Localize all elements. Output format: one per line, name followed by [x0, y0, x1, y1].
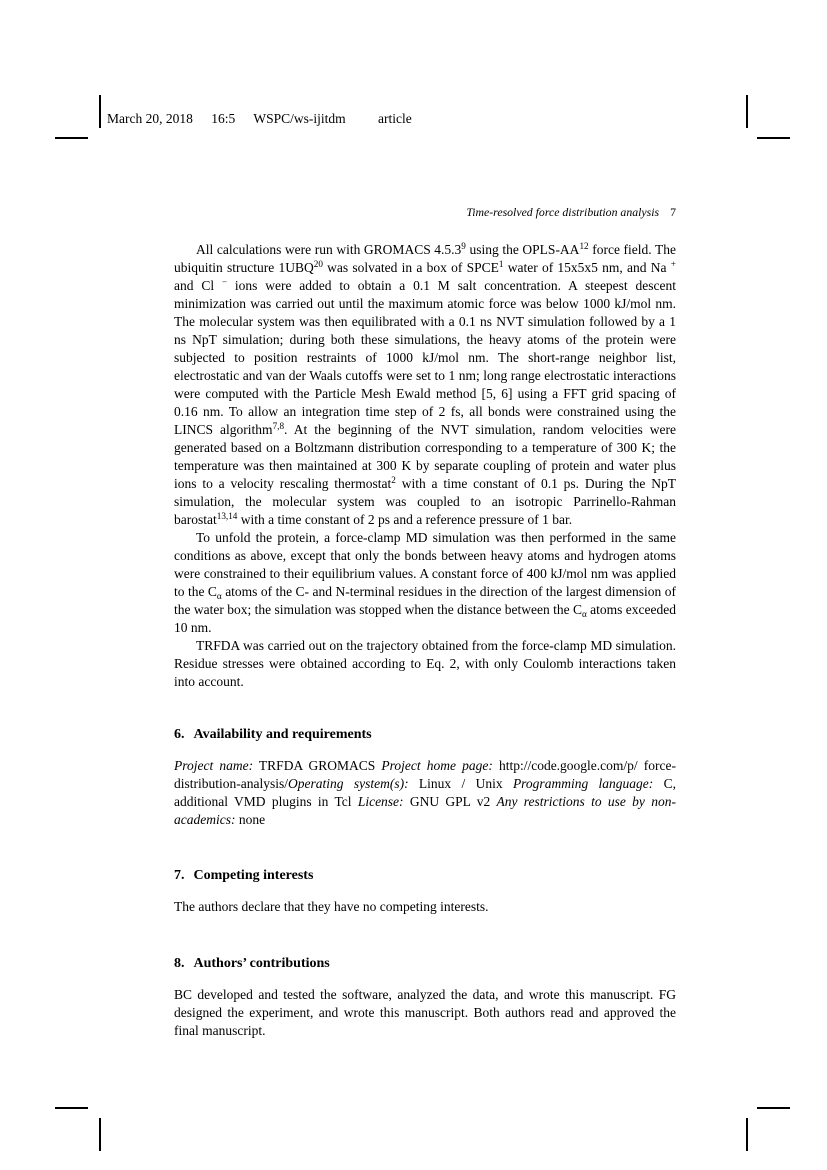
- section-number: 8.: [174, 956, 185, 971]
- paragraph-availability: Project name: TRFDA GROMACS Project home page: http://code.google.com/p/ force-distribution-analysis/Operating system(s): Linux / Unix Programming language: C, additional VMD plugins in Tcl License: GNU GPL v2 Any restrictions to use by non-academics: none: [174, 758, 676, 827]
- crop-mark-top-left-horizontal: [55, 137, 88, 139]
- crop-mark-bottom-left-horizontal: [55, 1107, 88, 1109]
- text-column: [174, 205, 676, 1040]
- page-number: 7: [670, 205, 676, 219]
- crop-mark-bottom-right-vertical: [746, 1118, 748, 1151]
- folio-header: [107, 111, 412, 127]
- crop-mark-top-left-vertical: [99, 95, 101, 128]
- section-number: 6.: [174, 727, 185, 742]
- crop-mark-top-right-horizontal: [757, 137, 790, 139]
- section-title: Availability and requirements: [193, 727, 372, 742]
- folio-venue: WSPC/ws-ijitdm: [253, 111, 346, 126]
- paragraph-force-clamp: To unfold the protein, a force-clamp MD simulation was then performed in the same conditions as above, except that only the bonds between heavy atoms and hydrogen atoms were constrained to their equilibrium values. A constant force of 400 kJ/mol nm was applied to the $C_\alpha$ atoms of the C- and N-terminal residues in the direction of the largest dimension of the water box; the simulation was stopped when the distance between the $C_\alpha$ atoms exceeded 10 nm.: [174, 530, 677, 635]
- section-number: 7.: [174, 868, 185, 883]
- crop-mark-bottom-left-vertical: [99, 1118, 101, 1151]
- paragraph-competing-interests: The authors declare that they have no competing interests.: [174, 899, 489, 914]
- running-head-title: Time-resolved force distribution analysis: [466, 205, 660, 219]
- section-heading-authors-contributions: [174, 955, 676, 973]
- section-heading-availability: [174, 726, 676, 744]
- paragraph-authors-contributions: BC developed and tested the software, analyzed the data, and wrote this manuscript. FG designed the experiment, and wrote this manuscript. Both authors read and approved the final manuscript.: [174, 987, 676, 1038]
- running-head: [174, 205, 676, 220]
- section-heading-competing-interests: [174, 867, 676, 885]
- section-title: Competing interests: [193, 868, 314, 883]
- crop-mark-bottom-right-horizontal: [757, 1107, 790, 1109]
- paragraph-trfda: TRFDA was carried out on the trajectory obtained from the force-clamp MD simulation. Residue stresses were obtained according to Eq. 2, with only Coulomb interactions taken into account.: [174, 638, 676, 689]
- folio-date: March 20, 2018: [107, 111, 193, 126]
- crop-mark-top-right-vertical: [746, 95, 748, 128]
- folio-doc-type: article: [378, 111, 412, 126]
- folio-time: 16:5: [211, 111, 236, 126]
- paragraph-methods-simulation: All calculations were run with GROMACS 4.5.3$^9$ using the OPLS-AA$^{12}$ force field. The ubiquitin structure 1UBQ$^{20}$ was solvated in a box of SPCE$^1$ water of 15x5x5 nm, and Na + and Cl − ions were added to obtain a 0.1 M salt concentration. A steepest descent minimization was carried out until the maximum atomic force was below 1000 kJ/mol nm. The molecular system was then equilibrated with a 0.1 ns NVT simulation followed by a 1 ns NpT simulation; during both these simulations, the heavy atoms of the protein were subjected to position restraints of 1000 kJ/mol nm. The short-range neighbor list, electrostatic and van der Waals cutoffs were set to 1 nm; long range electrostatic interactions were computed with the Particle Mesh Ewald method [5, 6] using a FFT grid spacing of 0.16 nm. To allow an integration time step of 2 fs, all bonds were constrained using the LINCS algorithm$^{7,8}$. At the beginning of the NVT simulation, random velocities were generated based on a Boltzmann distribution corresponding to a temperature of 300 K; the temperature was then maintained at 300 K by separate coupling of protein and water plus ions to a velocity rescaling thermostat$^2$ with a time constant of 0.1 ps. During the NpT simulation, the molecular system was coupled to an isotropic Parrinello-Rahman barostat$^{13,14}$ with a time constant of 2 ps and a reference pressure of 1 bar.: [174, 240, 677, 527]
- section-title: Authors’ contributions: [193, 956, 330, 971]
